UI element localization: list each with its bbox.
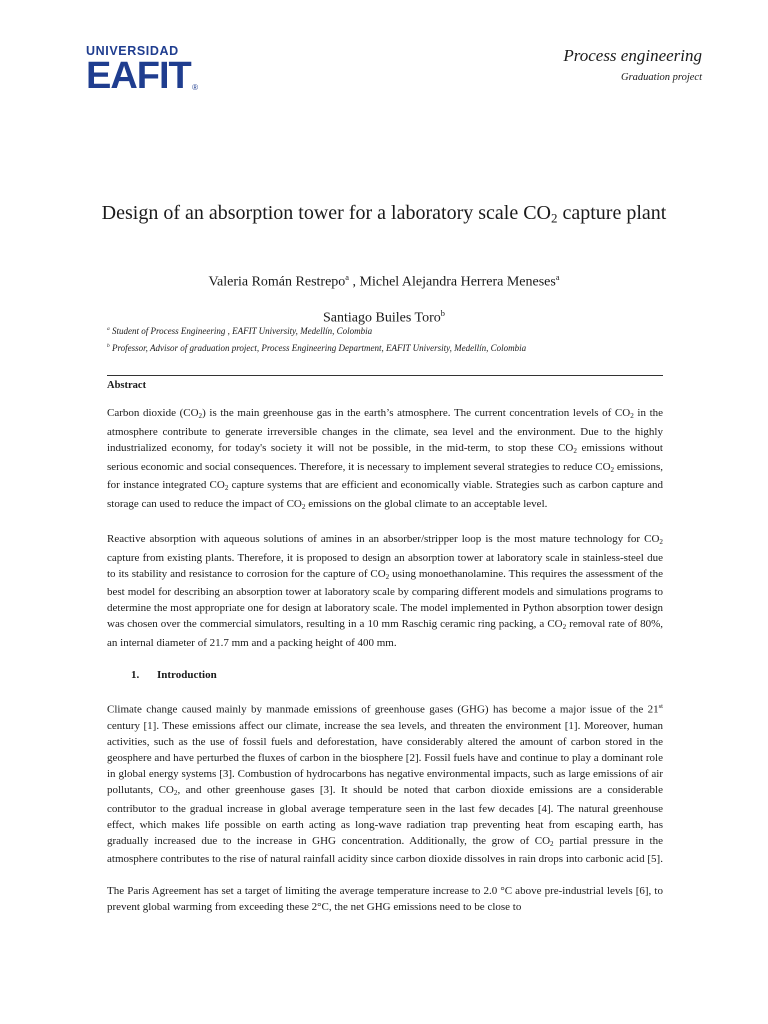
abstract-divider	[107, 375, 663, 376]
superscript: st	[658, 703, 663, 711]
section-number: 1.	[131, 669, 140, 682]
subscript: 2	[610, 465, 615, 474]
subscript: 2	[173, 788, 178, 797]
abstract-paragraph-2	[107, 531, 663, 651]
author-name: Michel Alejandra Herrera Meneses	[359, 274, 556, 290]
introduction-paragraph-1	[107, 699, 663, 867]
subscript: 2	[198, 411, 203, 420]
subscript: 2	[550, 839, 554, 848]
authors-line-1	[90, 262, 678, 298]
affil-text: Professor, Advisor of graduation project, Process Engineering Department, EAFIT University, Medellín, Colombia	[109, 343, 527, 353]
text-run: Climate change caused mainly by manmade emissions of greenhouse gases (GHG) has become a major issue of the 21	[107, 703, 659, 716]
subscript: 2	[301, 502, 306, 511]
affil-mark: b	[107, 343, 110, 349]
subscript: 2	[224, 484, 229, 493]
author-name: Valeria Román Restrepo	[208, 274, 346, 290]
running-header	[563, 46, 702, 83]
text-run: ) is the main greenhouse gas in the earth’s atmosphere. The current concentration levels of CO	[202, 407, 631, 419]
author-name: Santiago Builes Toro	[323, 310, 441, 326]
text-run: removal rate of 80%, an internal diameter of 21.7 mm and a packing height of 400 mm.	[107, 618, 663, 650]
text-run: , and other greenhouse gases [3]. It should be noted that carbon dioxide emissions are a considerable contributor to the gradual increase in global average temperature seen in the last few decades [4]. The natural greenhouse effect, which makes life possible on earth acting as long-wave radiation trap preventing heat from escaping earth, has gradually increased due to the increase in GHG concentration. Additionally, the grow of CO	[107, 783, 663, 847]
text-run: partial pressure in the atmosphere contributes to the rise of natural rainfall acidity since carbon dioxide dissolves in rain drops into carbonic acid [5].	[107, 834, 663, 866]
text-run: Carbon dioxide (CO	[107, 407, 199, 419]
subscript: 2	[385, 572, 390, 581]
text-run: using monoethanolamine. This requires the assessment of the best model for describing an absorption tower at laboratory scale by comparing different models and simulations programs to determine the most appropriate one for design at laboratory scale. The model implemented in Python absorption tower design was chosen over the commercial simulators, resulting in a 10 mm Raschig ceramic ring packing, a CO	[107, 567, 663, 631]
title-subscript: 2	[550, 210, 558, 226]
paper-title	[90, 199, 678, 232]
logo-university-text: UNIVERSIDAD	[86, 44, 179, 58]
paragraph-gap	[107, 867, 663, 883]
affil-text: Student of Process Engineering , EAFIT University, Medellín, Colombia	[109, 326, 373, 336]
title-text-1: Design of an absorption tower for a laboratory scale CO	[101, 202, 551, 224]
text-run: century [1]. These emissions affect our climate, increase the sea levels, and threaten the environment [1]. Moreover, human activities, such as the use of fossil fuels and deforestation, have considerably altered the amount of carbon stored in the geosphere and have perturbed the fluxes of carbon in the biosphere [2]. Fossil fuels have and continue to play a dominant role in global energy systems [3]. Combustion of hydrocarbons has negative environmental impacts, such as large emissions of air pollutants, CO	[107, 719, 663, 796]
header-title: Process engineering	[563, 46, 702, 65]
text-run: capture systems that are efficient and economically viable. Strategies such as carbon capture and storage can used to reduce the impact of CO	[107, 479, 663, 511]
text-run: capture from existing plants. Therefore, it is proposed to design an absorption tower at laboratory scale in stainless-steel due to its stability and resistance to corrosion for the capture of CO	[107, 551, 663, 580]
introduction-paragraph-2: The Paris Agreement has set a target of limiting the average temperature increase to 2.0 °C above pre-industrial levels [6], to prevent global warming from exceeding these 2°C, the net GHG emissions need to be close to	[107, 885, 663, 914]
affil-mark: a	[107, 326, 110, 332]
affiliation-b	[107, 339, 526, 356]
paragraph-gap	[107, 651, 663, 667]
author-affil-mark: a	[555, 273, 560, 282]
section-title: Introduction	[157, 669, 217, 682]
text-run: Reactive absorption with aqueous solutions of amines in an absorber/stripper loop is the most mature technology for CO	[107, 532, 660, 545]
abstract-paragraph-1	[107, 405, 663, 515]
logo-eafit-text: EAFIT	[86, 55, 191, 97]
university-logo	[86, 44, 198, 97]
subscript: 2	[630, 411, 634, 420]
section-heading-introduction	[107, 667, 663, 683]
text-run: in the atmosphere contribute to generate irreversible changes in the climate, sea level and the environment. Due to the highly industrialized economy, for today's society it will not be possible, in the mid-term, to stop these CO	[107, 407, 664, 454]
text-run: emissions, for instance integrated CO	[107, 460, 663, 492]
text-run: emissions without serious economic and social consequences. Therefore, it is necessary to implement several strategies to reduce CO	[107, 441, 663, 473]
affiliations	[107, 322, 526, 356]
subscript: 2	[562, 623, 567, 632]
subscript: 2	[573, 446, 577, 455]
author-affil-mark: b	[440, 308, 445, 318]
author-affil-mark: a	[345, 273, 350, 282]
paragraph-gap	[107, 515, 663, 531]
author-separator: ,	[349, 274, 360, 290]
text-run: emissions on the global climate to an acceptable level.	[305, 498, 548, 511]
registered-mark: ®	[192, 83, 198, 92]
abstract-heading: Abstract	[107, 380, 147, 391]
paper-body	[107, 378, 663, 915]
affiliation-a	[107, 322, 526, 339]
subscript: 2	[659, 537, 663, 546]
title-text-2: capture plant	[557, 202, 667, 224]
header-subtitle: Graduation project	[621, 72, 702, 83]
